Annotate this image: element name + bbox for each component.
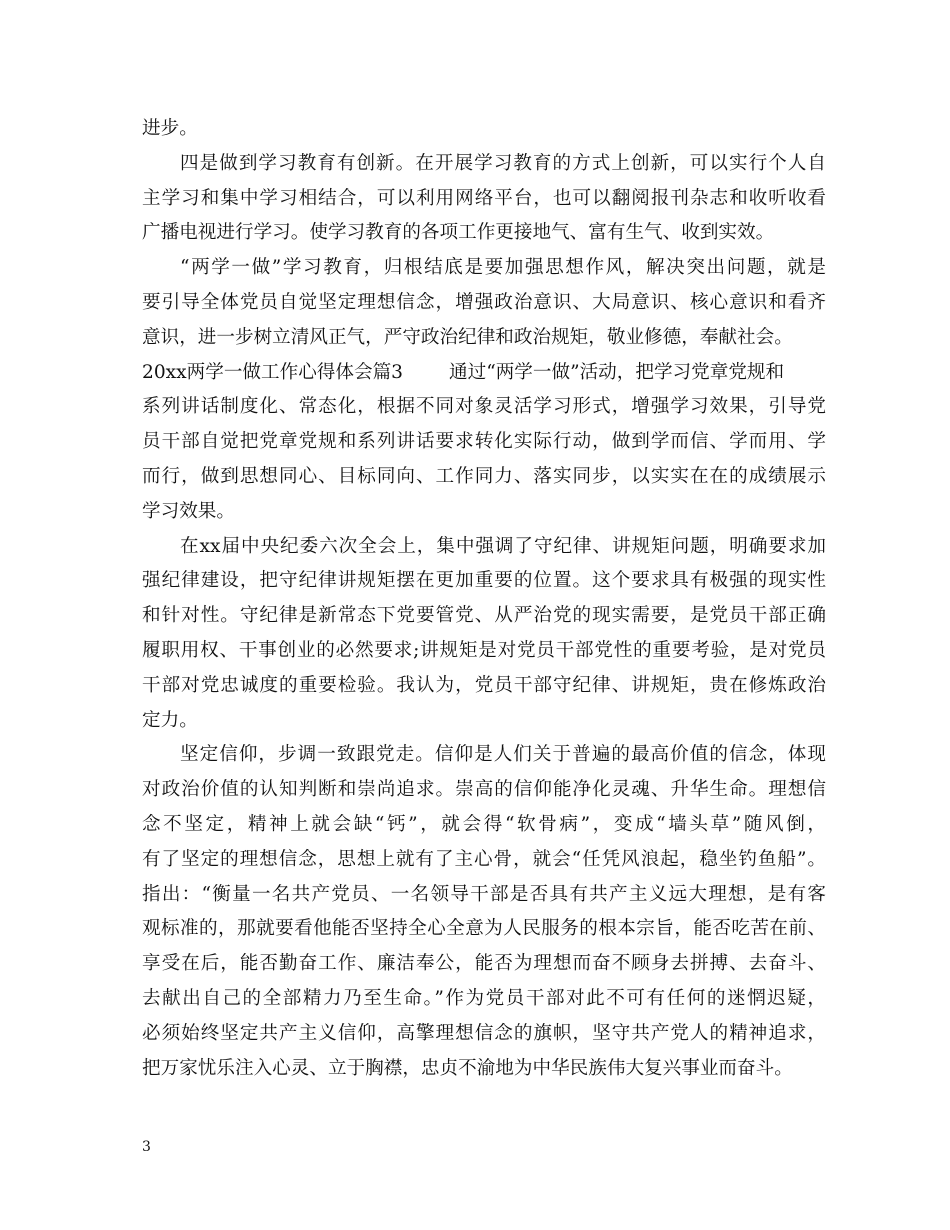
section-first-sentence: 通过“两学一做”活动，把学习党章党规和 [449,361,785,383]
text-line: 主学习和集中学习相结合，可以利用网络平台，也可以翻阅报刊杂志和收听收看 [142,187,826,209]
text-line: 去献出自己的全部精力乃至生命。”作为党员干部对此不可有任何的迷惘迟疑， [142,987,826,1009]
text-line: 广播电视进行学习。使学习教育的各项工作更接地气、富有生气、收到实效。 [142,222,775,244]
page-number: 3 [142,1139,151,1155]
text-line: 把万家忧乐注入心灵、立于胸襟，忠贞不渝地为中华民族伟大复兴事业而奋斗。 [142,1057,793,1079]
text-line: 员干部自觉把党章党规和系列讲话要求转化实际行动，做到学而信、学而用、学 [142,431,826,453]
paragraph-start-line: 坚定信仰，步调一致跟党走。信仰是人们关于普遍的最高价值的信念，体现 [180,744,826,766]
section-heading-line [142,356,826,391]
text-line: 进步。 [142,118,198,139]
text-line: 观标准的，那就要看他能否坚持全心全意为人民服务的根本宗旨，能否吃苦在前、 [142,918,826,940]
text-line: 有了坚定的理想信念，思想上就有了主心骨，就会“任凭风浪起，稳坐钓鱼船”。 [142,848,826,870]
text-line: 系列讲话制度化、常态化，根据不同对象灵活学习形式，增强学习效果，引导党 [142,396,826,418]
text-line: 享受在后，能否勤奋工作、廉洁奉公，能否为理想而奋不顾身去拼搏、去奋斗、 [142,953,826,975]
text-line: 学习效果。 [142,500,235,522]
section-title: 20xx两学一做工作心得体会篇3 [142,361,403,383]
text-line: 要引导全体党员自觉坚定理想信念，增强政治意识、大局意识、核心意识和看齐 [142,291,826,313]
text-line: 必须始终坚定共产主义信仰，高擎理想信念的旗帜，坚守共产党人的精神追求， [142,1022,826,1044]
text-line: 指出：“衡量一名共产党员、一名领导干部是否具有共产主义远大理想，是有客 [142,883,826,905]
text-line: 而行，做到思想同心、目标同向、工作同力、落实同步，以实实在在的成绩展示 [142,465,826,487]
paragraph-start-line: “两学一做”学习教育，归根结底是要加强思想作风，解决突出问题，就是 [180,257,826,279]
text-line: 和针对性。守纪律是新常态下党要管党、从严治党的现实需要，是党员干部正确 [142,605,826,627]
text-line: 履职用权、干事创业的必然要求;讲规矩是对党员干部党性的重要考验，是对党员 [142,639,826,661]
document-body [142,112,826,1086]
paragraph-start-line: 四是做到学习教育有创新。在开展学习教育的方式上创新，可以实行个人自 [180,152,826,174]
text-line: 意识，进一步树立清风正气，严守政治纪律和政治规矩，敬业修德，奉献社会。 [142,326,793,348]
paragraph-start-line: 在xx届中央纪委六次全会上，集中强调了守纪律、讲规矩问题，明确要求加 [180,535,826,557]
text-line: 定力。 [142,709,198,731]
text-line: 念不坚定，精神上就会缺“钙”，就会得“软骨病”，变成“墙头草”随风倒， [142,813,826,835]
text-line: 强纪律建设，把守纪律讲规矩摆在更加重要的位置。这个要求具有极强的现实性 [142,570,826,592]
text-line: 干部对党忠诚度的重要检验。我认为，党员干部守纪律、讲规矩，贵在修炼政治 [142,674,826,696]
text-line: 对政治价值的认知判断和崇尚追求。崇高的信仰能净化灵魂、升华生命。理想信 [142,779,826,801]
